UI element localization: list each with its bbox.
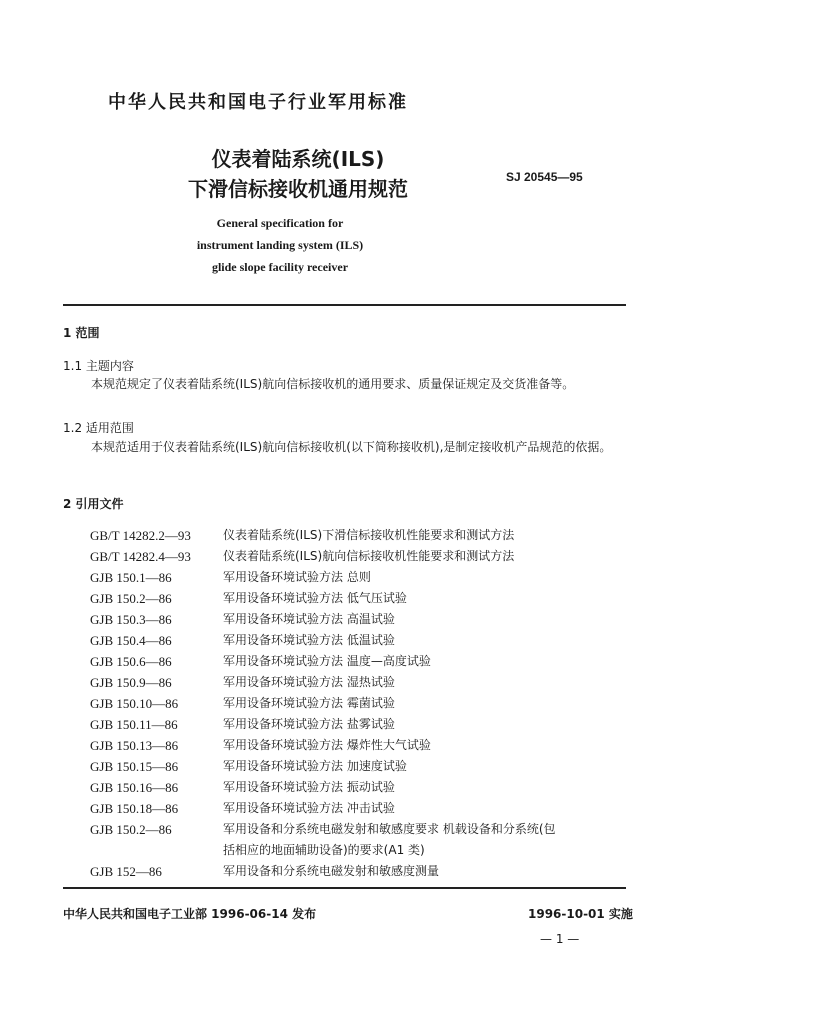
reference-title: 军用设备环境试验方法 振动试验 bbox=[223, 780, 395, 794]
reference-title: 军用设备环境试验方法 温度—高度试验 bbox=[223, 654, 431, 668]
section-1-1-heading: 1.1 主题内容 bbox=[63, 359, 134, 373]
reference-code: GJB 150.4—86 bbox=[90, 633, 172, 648]
reference-title: 军用设备环境试验方法 加速度试验 bbox=[223, 759, 407, 773]
section-1-1-text: 本规范规定了仪表着陆系统(ILS)航向信标接收机的通用要求、质量保证规定及交货准备等。 bbox=[91, 377, 575, 391]
reference-title: 军用设备环境试验方法 低气压试验 bbox=[223, 591, 407, 605]
page-number: — 1 — bbox=[540, 932, 580, 946]
reference-title: 军用设备环境试验方法 盐雾试验 bbox=[223, 717, 395, 731]
reference-title: 军用设备环境试验方法 总则 bbox=[223, 570, 371, 584]
section-1-2-text: 本规范适用于仪表着陆系统(ILS)航向信标接收机(以下简称接收机),是制定接收机产品规范的依据。 bbox=[91, 440, 612, 454]
header-divider bbox=[63, 304, 626, 306]
reference-title: 仪表着陆系统(ILS)下滑信标接收机性能要求和测试方法 bbox=[223, 528, 515, 542]
footer-divider bbox=[63, 887, 626, 889]
issue-statement: 中华人民共和国电子工业部 1996-06-14 发布 bbox=[63, 907, 317, 921]
reference-code: GJB 150.6—86 bbox=[90, 654, 172, 669]
reference-code: GJB 150.3—86 bbox=[90, 612, 172, 627]
english-title bbox=[150, 212, 410, 278]
effective-date: 1996-10-01 实施 bbox=[528, 907, 633, 921]
reference-title: 军用设备环境试验方法 低温试验 bbox=[223, 633, 395, 647]
reference-code: GJB 150.15—86 bbox=[90, 759, 179, 774]
reference-code: GJB 150.11—86 bbox=[90, 717, 178, 732]
reference-code: GB/T 14282.2—93 bbox=[90, 528, 191, 543]
section-1-heading: 1 范围 bbox=[63, 326, 100, 340]
reference-code: GJB 150.2—86 bbox=[90, 822, 172, 837]
document-title bbox=[168, 144, 428, 204]
reference-code: GJB 150.13—86 bbox=[90, 738, 179, 753]
reference-title: 军用设备环境试验方法 冲击试验 bbox=[223, 801, 395, 815]
section-2-heading: 2 引用文件 bbox=[63, 497, 124, 511]
reference-title: 军用设备环境试验方法 爆炸性大气试验 bbox=[223, 738, 431, 752]
reference-code: GJB 150.1—86 bbox=[90, 570, 172, 585]
standard-category: 中华人民共和国电子行业军用标准 bbox=[108, 92, 408, 113]
reference-code: GJB 150.9—86 bbox=[90, 675, 172, 690]
reference-code: GJB 150.18—86 bbox=[90, 801, 179, 816]
reference-code: GJB 150.2—86 bbox=[90, 591, 172, 606]
reference-title-continuation: 括相应的地面辅助设备)的要求(A1 类) bbox=[223, 843, 425, 857]
reference-code: GJB 150.10—86 bbox=[90, 696, 179, 711]
english-title-line-3: glide slope facility receiver bbox=[211, 260, 349, 274]
reference-title: 军用设备环境试验方法 高温试验 bbox=[223, 612, 395, 626]
reference-code: GJB 150.16—86 bbox=[90, 780, 179, 795]
reference-code: GJB 152—86 bbox=[90, 864, 162, 879]
title-line-1: 仪表着陆系统(ILS) bbox=[211, 147, 385, 171]
reference-title: 军用设备和分系统电磁发射和敏感度测量 bbox=[223, 864, 440, 878]
reference-title: 军用设备环境试验方法 霉菌试验 bbox=[223, 696, 395, 710]
reference-title: 军用设备环境试验方法 湿热试验 bbox=[223, 675, 395, 689]
english-title-line-2: instrument landing system (ILS) bbox=[196, 238, 364, 252]
title-line-2: 下滑信标接收机通用规范 bbox=[188, 177, 408, 201]
reference-title: 军用设备和分系统电磁发射和敏感度要求 机载设备和分系统(包 bbox=[223, 822, 556, 836]
english-title-line-1: General specification for bbox=[216, 216, 344, 230]
section-1-2-heading: 1.2 适用范围 bbox=[63, 421, 134, 435]
reference-code: GB/T 14282.4—93 bbox=[90, 549, 191, 564]
reference-title: 仪表着陆系统(ILS)航向信标接收机性能要求和测试方法 bbox=[223, 549, 515, 563]
standard-number: SJ 20545—95 bbox=[506, 170, 583, 184]
